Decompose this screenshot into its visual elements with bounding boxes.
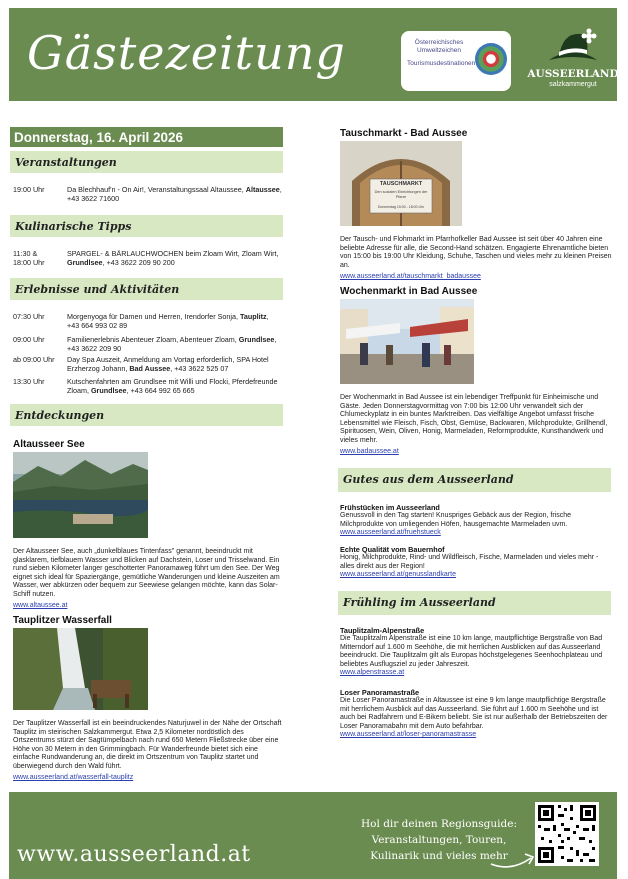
footer-url[interactable]: www.ausseerland.at [17,842,251,867]
tauschmarkt-text: Der Tausch- und Flohmarkt im Pfarrhofkeller Bad Aussee ist seit über 40 Jahren eine beliebte Adresse für alle, die Second-Hand schätzen. Engagierte Ehrenamtliche bieten von 15:00 bis 19:00 Uhr Kleidung, Schuhe, Taschen und vieles mehr zu kleinen Preisen an. [340,236,612,269]
ausseerland-logo [527,26,619,96]
event-time: 11:30 & 18:00 Uhr [13,249,45,267]
slogan-line: Kulinarik und vieles mehr [370,850,508,862]
section-veranstaltungen: Veranstaltungen [10,151,283,173]
event-text: Familienerlebnis Abenteuer Zloam, Abenteuer Zloam, Grundlsee, +43 3622 209 90 [67,335,277,353]
fruehling-item-link[interactable]: www.ausseerland.at/loser-panoramastrasse [340,731,477,738]
event-text: SPARGEL- & BÄRLAUCHWOCHEN beim Zloam Wirt, Zloam Wirt, Grundlsee, +43 3622 209 90 200 [67,249,279,267]
altaussee-text: Der Altausseer See, auch „dunkelblaues Tintenfass" genannt, beeindruckt mit glasklarem, tiefblauem Wasser und Blicken auf Dachstein, Loser und Trisselwand. Ein rund sieben Kilometer langer geschotterter Panoramaweg führt um den See. Der Weg eignet sich ideal für Spaziergänge, gemütliche Wanderungen und kleine Auszeiten am Wasser, wer abkürzen oder bequem zur Seewiese gelangen möchte, kann das Solar-Schiff nutzen. [13,548,280,598]
tauschmarkt-link[interactable]: www.ausseerland.at/tauschmarkt_badaussee [340,273,481,280]
event-text: Kutschenfahrten am Grundlsee mit Willi und Flocki, Pferdefreunde Zloam, Grundlsee, +43 664 992 65 665 [67,377,278,395]
altaussee-link[interactable]: www.altaussee.at [13,602,68,609]
gutes-item-title: Echte Qualität vom Bauernhof [340,545,445,554]
badge-line1: Österreichisches [414,39,464,46]
section-erlebnisse: Erlebnisse und Aktivitäten [10,278,283,300]
gutes-item-link[interactable]: www.ausseerland.at/genusslandkarte [340,571,456,578]
altaussee-title: Altausseer See [13,439,85,450]
wasserfall-text: Der Tauplitzer Wasserfall ist ein beeindruckendes Naturjuwel in der Nähe der Ortschaft Tauplitz im steirischen Salzkammergut. Etwa 2,5 Kilometer nordöstlich des Ortszentrums stürzt der Sagtümpelbach nach rund 650 Metern Fließstrecke über eine Höhe von 30 Metern in den Grimmingbach. Für Wanderfreunde bietet sich eine einfache Rundwanderung an, die direkt im Ortszentrum von Tauplitz startet und überwiegend durch den Wald führt. [13,720,282,770]
event-location: Grundlsee [67,258,103,267]
slogan-line: Veranstaltungen, Touren, [371,834,507,846]
event-text: Day Spa Auszeit, Anmeldung am Vortag erforderlich, SPA Hotel Erzherzog Johann, Bad Aussee, +43 3622 525 07 [67,355,269,373]
fruehling-item-title: Tauplitzalm-Alpenstraße [340,626,425,635]
fruehling-item-title: Loser Panoramastraße [340,688,420,697]
masthead-title: Gästezeitung [27,26,346,80]
brand-sub: salzkammergut [549,81,597,88]
wochenmarkt-text: Der Wochenmarkt in Bad Aussee ist ein lebendiger Treffpunkt für Einheimische und Gäste. Jeden Donnerstagvormittag von 7:00 bis 12:00 Uhr verwandelt sich der Chlumeckyplatz in ein buntes Marktreiben. Das vielfältige Angebot umfasst frische Lebensmittel wie Fleisch, Fisch, Obst, Gemüse, Backwaren, Milchprodukte, Grillhendl, Spirituosen, Wein, Oliven, Honig, Marmeladen, Reformprodukte, Kunsthandwerk und vieles mehr. [340,394,608,444]
brand-name: AUSSEERLAND [527,68,619,80]
fruehling-item-text: Die Loser Panoramastraße in Altaussee ist eine 9 km lange mautpflichtige Bergstraße mit herrlichem Ausblick auf das Ausseerland. Sie führt auf 1.600 m Seehöhe und ist auch bei Radfahrern und E-Bikern beliebt. Sie ist nur außerhalb der Betriebszeiten der Loser Panoramabahn mit dem Auto befahrbar. [340,697,608,730]
wasserfall-link[interactable]: www.ausseerland.at/wasserfall-tauplitz [13,774,134,781]
tauschmarkt-sign-small: Donnerstag 15:00 - 18:00 Uhr [377,205,425,209]
section-fruehling-im-ausseerland: Frühling im Ausseerland [338,591,611,615]
qr-code-icon[interactable] [535,802,599,866]
umweltzeichen-flower-icon [475,43,507,75]
event-text: Da Blechhauf'n - On Air!, Veranstaltungssaal Altaussee, Altaussee, +43 3622 71600 [67,185,282,203]
altausseer-see-photo [13,452,148,538]
section-gutes-aus-dem-ausseerland: Gutes aus dem Ausseerland [338,468,611,492]
badge-text [407,39,476,68]
footer-banner [9,792,617,879]
event-time: 09:00 Uhr [13,335,45,344]
wochenmarkt-title: Wochenmarkt in Bad Aussee [340,286,478,297]
event-location: Bad Aussee [129,364,171,373]
tauschmarkt-sign-title: TAUSCHMARKT [379,181,423,187]
fruehling-item-link[interactable]: www.alpenstrasse.at [340,669,405,676]
tauschmarkt-sign-sub: Den sozialen Einrichtungen der Pfarre [374,190,428,199]
event-time: 07:30 Uhr [13,312,45,321]
fruehling-item-text: Die Tauplitzalm Alpenstraße ist eine 10 km lange, mautpflichtige Bergstraße von Bad Mitterndorf auf 1.600 m Seehöhe, die mit herrlichen Ausblicken auf das Ausseerland beeindruckt. Die Tauplitzalm gilt als Europas höchstgelegenes Seenhochplateau und beliebtes Ausflugsziel zu jeder Jahreszeit. [340,635,603,668]
wochenmarkt-link[interactable]: www.badaussee.at [340,448,399,455]
slogan-line: Hol dir deinen Regionsguide: [361,818,517,830]
event-time: 19:00 Uhr [13,185,45,194]
event-time: 13:30 Uhr [13,377,45,386]
event-location: Grundlsee [90,386,127,395]
header-banner [9,8,617,101]
tauschmarkt-title: Tauschmarkt - Bad Aussee [340,128,468,139]
hat-icon [545,26,601,66]
gutes-item-text: Honig, Milchprodukte, Rind- und Wildfleisch, Fische, Marmeladen und vieles mehr - alles direkt aus der Region! [340,554,599,570]
wochenmarkt-photo [340,299,474,384]
umweltzeichen-badge [401,31,511,91]
gutes-item-title: Frühstücken im Ausseerland [340,503,440,512]
gutes-item-text: Genussvoll in den Tag starten! Knuspriges Gebäck aus der Region, frische Milchprodukte von umliegenden Höfen, hausgemachte Marmeladen uvm. [340,512,571,528]
event-time: ab 09:00 Uhr [13,355,55,364]
tauplitzer-wasserfall-photo [13,628,148,710]
event-location: Tauplitz [240,312,267,321]
event-text: Morgenyoga für Damen und Herren, Irendorfer Sonja, Tauplitz, +43 664 993 02 89 [67,312,269,330]
date-bar: Donnerstag, 16. April 2026 [10,127,283,147]
event-location: Grundlsee [238,335,275,344]
arrow-icon [489,844,539,872]
badge-line2: Umweltzeichen [416,47,462,54]
badge-sub: Tourismusdestinationen [407,60,476,67]
gutes-item-link[interactable]: www.ausseerland.at/fruehstueck [340,529,441,536]
wasserfall-title: Tauplitzer Wasserfall [13,615,112,626]
section-entdeckungen: Entdeckungen [10,404,283,426]
event-location: Altaussee [245,185,280,194]
section-kulinarische-tipps: Kulinarische Tipps [10,215,283,237]
